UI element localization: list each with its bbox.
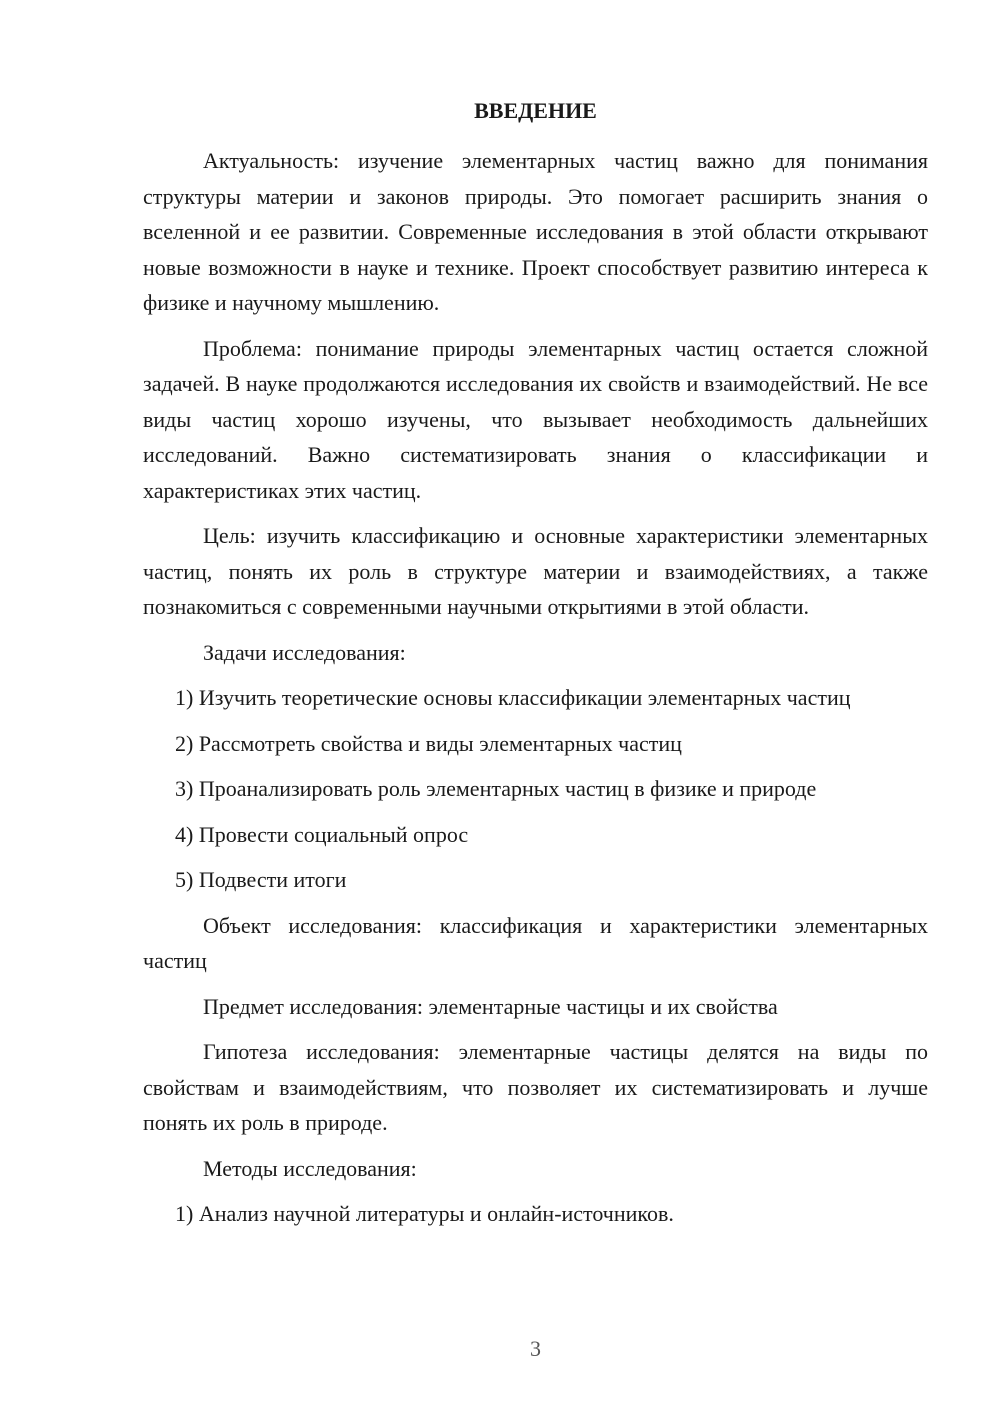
paragraph-hypothesis: Гипотеза исследования: элементарные частицы делятся на виды по свойствам и взаимодействиям, что позволяет их систематизировать и лучше понять их роль в природе.	[143, 1039, 928, 1135]
task-item: 3) Проанализировать роль элементарных частиц в физике и природе	[175, 776, 817, 801]
paragraph-object: Объект исследования: классификация и характеристики элементарных частиц	[143, 912, 928, 973]
task-item: 2) Рассмотреть свойства и виды элементарных частиц	[175, 730, 682, 756]
task-item: 5) Подвести итоги	[175, 867, 347, 892]
section-title: ВВЕДЕНИЕ	[474, 98, 597, 123]
page-number: 3	[530, 1336, 541, 1361]
tasks-heading: Задачи исследования:	[203, 639, 406, 665]
method-item: 1) Анализ научной литературы и онлайн-источников.	[175, 1201, 674, 1226]
document-page	[143, 0, 928, 1414]
task-item: 4) Провести социальный опрос	[175, 821, 469, 847]
paragraph-relevance: Актуальность: изучение элементарных частиц важно для понимания структуры материи и законов природы. Это помогает расширить знания о вселенной и ее развитии. Современные исследования в этой области открывают новые возможности в науке и технике. Проект способствует развитию интереса к физике и научному мышлению.	[143, 148, 928, 315]
document-body	[143, 143, 928, 1242]
methods-heading: Методы исследования:	[203, 1155, 417, 1181]
paragraph-problem: Проблема: понимание природы элементарных частиц остается сложной задачей. В науке продолжаются исследования их свойств и взаимодействий. Не все виды частиц хорошо изучены, что вызывает необходимость дальнейших исследований. Важно систематизировать знания о классификации и характеристиках этих частиц.	[143, 335, 928, 503]
paragraph-goal: Цель: изучить классификацию и основные характеристики элементарных частиц, понять их роль в структуре материи и взаимодействиях, а также познакомиться с современными научными открытиями в этой области.	[143, 523, 928, 619]
paragraph-subject: Предмет исследования: элементарные частицы и их свойства	[203, 993, 778, 1019]
task-item: 1) Изучить теоретические основы классификации элементарных частиц	[175, 685, 851, 710]
